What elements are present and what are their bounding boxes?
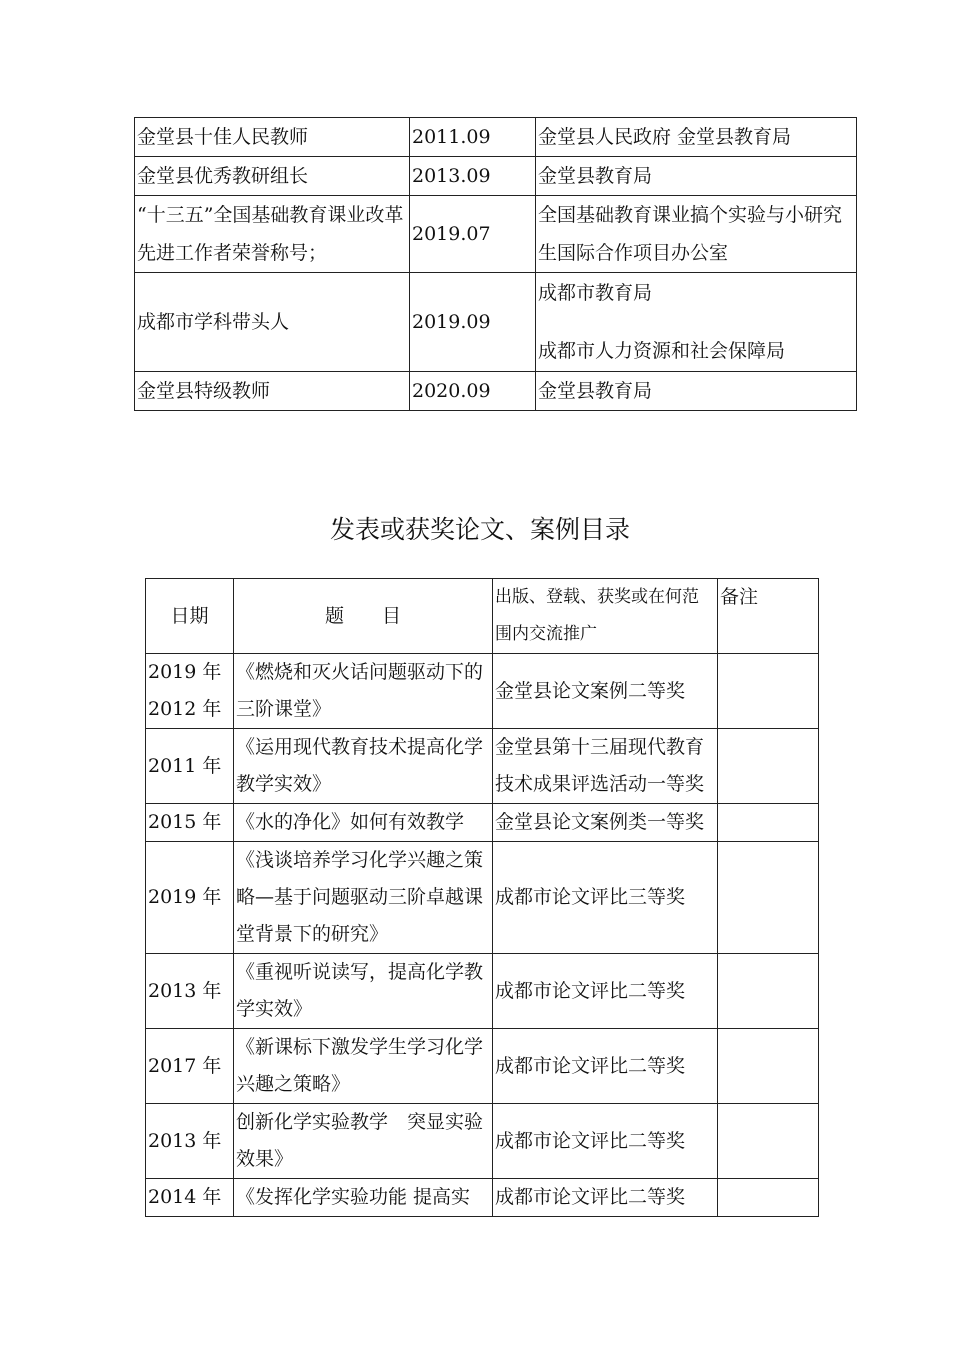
paper-remarks [718,1104,819,1179]
header-remarks: 备注 [718,579,819,654]
honor-issuer: 金堂县人民政府 金堂县教育局 [536,118,857,157]
header-date: 日期 [146,579,234,654]
paper-publication: 成都市论文评比三等奖 [493,842,718,954]
paper-date [146,654,234,729]
honor-date: 2020.09 [410,372,536,411]
header-publication: 出版、登载、获奖或在何范围内交流推广 [493,579,718,654]
honor-date: 2013.09 [410,157,536,196]
table-row [135,118,857,157]
section-title: 发表或获奖论文、案例目录 [329,515,630,544]
honor-title: 金堂县特级教师 [135,372,410,411]
honor-title: 金堂县十佳人民教师 [135,118,410,157]
table-row [135,196,857,273]
paper-remarks [718,1029,819,1104]
paper-date: 2013 年 [146,1104,234,1179]
honor-issuer: 金堂县教育局 [536,372,857,411]
paper-title: 《新课标下激发学生学习化学兴趣之策略》 [234,1029,493,1104]
table-row [146,1104,819,1179]
table-row [135,157,857,196]
table-row [146,1029,819,1104]
honor-date: 2019.09 [410,273,536,372]
paper-title: 《浅谈培养学习化学兴趣之策略—基于问题驱动三阶卓越课堂背景下的研究》 [234,842,493,954]
honor-title: 金堂县优秀教研组长 [135,157,410,196]
paper-date: 2017 年 [146,1029,234,1104]
table-row [146,842,819,954]
honor-issuer: 全国基础教育课业搞个实验与小研究生国际合作项目办公室 [536,196,857,273]
table-row [146,654,819,729]
paper-publication: 金堂县第十三届现代教育技术成果评选活动一等奖 [493,729,718,804]
paper-title: 《发挥化学实验功能 提高实 [234,1179,493,1217]
table-row [146,1179,819,1217]
table-header-row [146,579,819,654]
paper-title: 《重视听说读写，提高化学教学实效》 [234,954,493,1029]
header-title: 题 目 [234,579,493,654]
paper-date: 2013 年 [146,954,234,1029]
paper-date: 2015 年 [146,804,234,842]
issuer-line: 成都市人力资源和社会保障局 [538,340,786,362]
paper-publication: 金堂县论文案例二等奖 [493,654,718,729]
paper-remarks [718,954,819,1029]
paper-date: 2014 年 [146,1179,234,1217]
date-line: 2012 年 [148,698,222,720]
paper-title: 创新化学实验教学 突显实验效果》 [234,1104,493,1179]
paper-publication: 成都市论文评比二等奖 [493,1179,718,1217]
table-row [135,273,857,372]
honor-issuer: 金堂县教育局 [536,157,857,196]
issuer-line: 成都市教育局 [538,282,653,304]
paper-title: 《燃烧和灭火话问题驱动下的三阶课堂》 [234,654,493,729]
table-row [135,372,857,411]
honor-title: 成都市学科带头人 [135,273,410,372]
paper-date: 2019 年 [146,842,234,954]
paper-title: 《运用现代教育技术提高化学教学实效》 [234,729,493,804]
paper-remarks [718,729,819,804]
table-row [146,954,819,1029]
table-row [146,804,819,842]
paper-publication: 成都市论文评比二等奖 [493,1029,718,1104]
paper-publication: 金堂县论文案例类一等奖 [493,804,718,842]
papers-table [145,578,819,1217]
paper-publication: 成都市论文评比二等奖 [493,1104,718,1179]
paper-publication: 成都市论文评比二等奖 [493,954,718,1029]
paper-remarks [718,654,819,729]
honor-title: “十三五”全国基础教育课业改革先进工作者荣誉称号； [135,196,410,273]
paper-remarks [718,842,819,954]
paper-title: 《水的净化》如何有效教学 [234,804,493,842]
honor-date: 2011.09 [410,118,536,157]
paper-remarks [718,804,819,842]
honors-table [134,117,857,411]
paper-date: 2011 年 [146,729,234,804]
paper-remarks [718,1179,819,1217]
table-row [146,729,819,804]
honor-date: 2019.07 [410,196,536,273]
date-line: 2019 年 [148,661,222,683]
honor-issuer [536,273,857,372]
